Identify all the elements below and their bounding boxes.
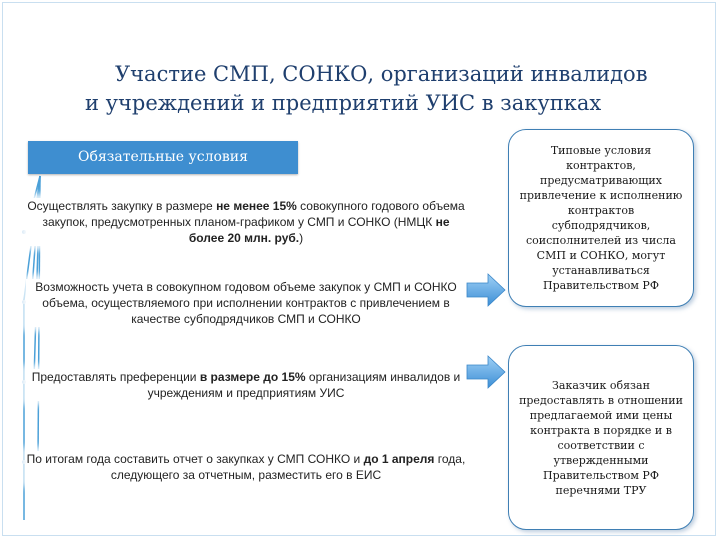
note-customer-obligation-text: Заказчик обязан предоставлять в отношении предлагаемой ими цены контракта в порядке и в соответствии с утвержденными Правительством РФ перечнями ТРУ (519, 378, 683, 497)
condition-1-bold-limit: не более 20 млн. руб. (188, 215, 450, 245)
condition-1-text-a: Осуществлять закупку в размере (27, 199, 217, 213)
condition-3-text-b: организациям инвалидов и учреждениям и предприятиям УИС (147, 370, 461, 400)
condition-3-text-a: Предоставлять преференции (31, 370, 200, 384)
condition-1-text-c: ) (299, 231, 304, 245)
condition-3-bold-preference: в размере до 15% (199, 370, 306, 384)
condition-4-bold-deadline: до 1 апреля (363, 452, 435, 466)
arrow-right-icon (466, 354, 506, 390)
condition-4-text-a: По итогам года составить отчет о закупках у СМП СОНКО и (26, 452, 364, 466)
condition-2: Возможность учета в совокупном годовом объеме закупок у СМП и СОНКО объема, осуществляемого при исполнении контрактов с привлечением в качестве субподрядчиков СМП и СОНКО (26, 279, 466, 327)
title-line-1: Участие СМП, СОНКО, организаций инвалидов (115, 62, 648, 86)
note-subcontractors (508, 129, 694, 307)
condition-4 (26, 451, 466, 483)
title-line-2: и учреждений и предприятий УИС в закупках (85, 91, 602, 115)
mandatory-conditions-banner: Обязательные условия (28, 141, 298, 174)
condition-4-text-b: года, следующего за отчетным, разместить его в ЕИС (110, 452, 466, 482)
condition-1 (26, 198, 466, 246)
slide-title (60, 60, 700, 118)
note-subcontractors-text: Типовые условия контрактов, предусматривающих привлечение к исполнению контрактов субподрядчиков, соисполнителей из числа СМП и СОНКО, могут устанавливаться Правительством РФ (519, 144, 683, 292)
arrow-right-icon (466, 272, 506, 308)
condition-3 (26, 369, 466, 401)
condition-1-bold-share: не менее 15% (216, 199, 297, 213)
note-customer-obligation (508, 345, 694, 530)
condition-1-text-b: совокупного годового объема закупок, предусмотренных планом-графиком у СМП и СОНКО (НМЦК (42, 199, 465, 229)
